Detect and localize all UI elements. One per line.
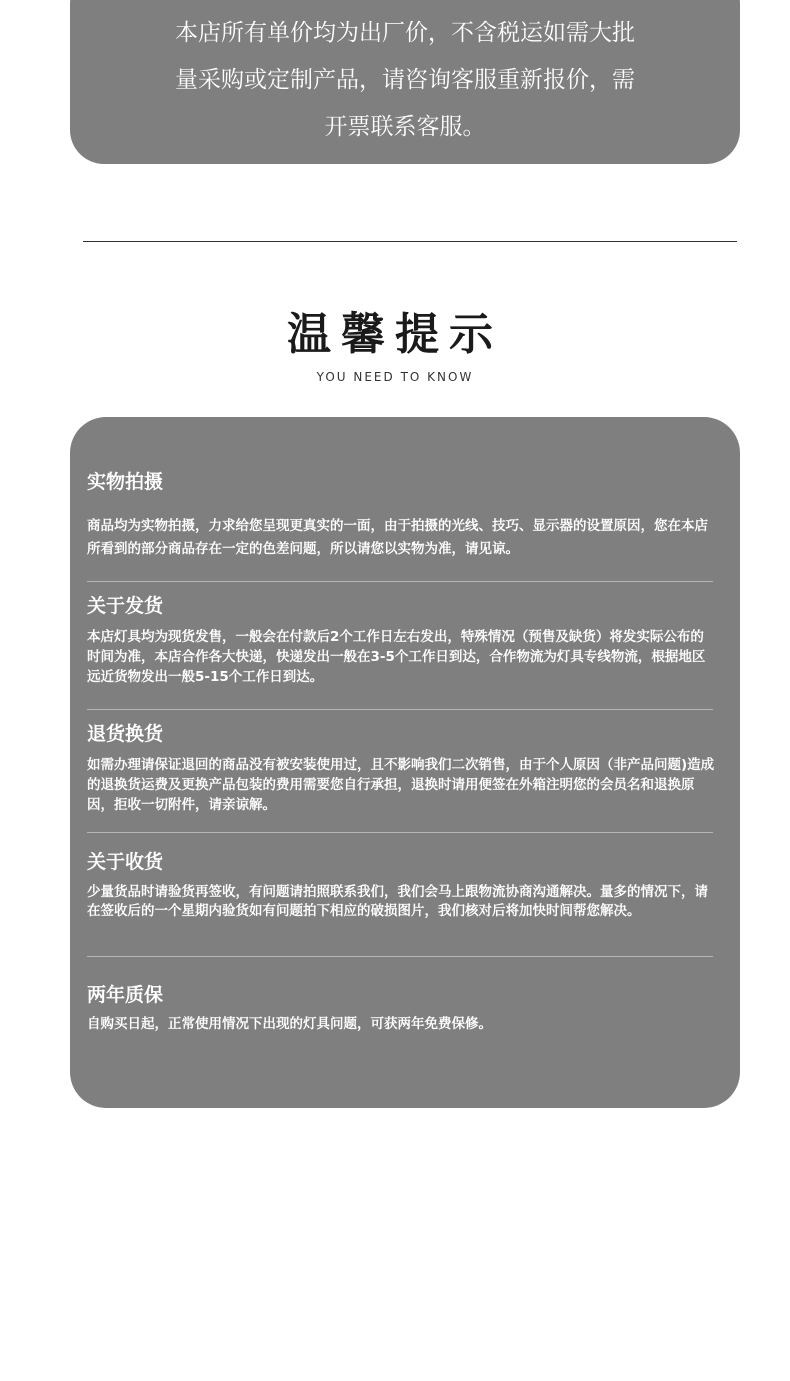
divider: [87, 709, 713, 710]
notice-line: 开票联系客服。: [324, 114, 486, 140]
tip-section-shipping: [87, 593, 717, 687]
divider: [87, 581, 713, 582]
page-subtitle: YOU NEED TO KNOW: [316, 370, 474, 384]
section-heading: 退货换货: [87, 723, 164, 745]
tip-section-photos: [87, 469, 717, 561]
section-heading: 关于发货: [87, 595, 164, 617]
section-body: 自购买日起，正常使用情况下出现的灯具问题，可获两年免费保修。: [87, 1016, 492, 1032]
tips-card: [70, 417, 740, 1108]
divider: [87, 956, 713, 957]
notice-line: 本店所有单价均为出厂价，不含税运如需大批: [175, 20, 635, 46]
tip-section-receiving: [87, 849, 717, 921]
divider: [87, 832, 713, 833]
page-title: 温馨提示: [287, 309, 503, 360]
section-divider-rule: [83, 241, 737, 242]
section-body: 本店灯具均为现货发售，一般会在付款后2个工作日左右发出，特殊情况（预售及缺货）将发实际公布的时间为准，本店合作各大快递，快递发出一般在3-5个工作日到达，合作物流为灯具专线物流，根据地区远近货物发出一般5-15个工作日到达。: [87, 629, 706, 685]
tip-section-returns: [87, 721, 717, 815]
section-heading: 两年质保: [87, 984, 164, 1006]
section-heading: 关于收货: [87, 851, 164, 873]
section-body: 商品均为实物拍摄，力求给您呈现更真实的一面，由于拍摄的光线、技巧、显示器的设置原因，您在本店所看到的部分商品存在一定的色差问题，所以请您以实物为准，请见谅。: [87, 518, 708, 557]
section-body: 如需办理请保证退回的商品没有被安装使用过，且不影响我们二次销售，由于个人原因（非产品问题)造成的退换货运费及更换产品包装的费用需要您自行承担，退换时请用便签在外箱注明您的会员名和退换原因，拒收一切附件，请亲谅解。: [87, 757, 715, 813]
section-heading: 实物拍摄: [87, 471, 164, 493]
pricing-notice-text: [70, 10, 740, 151]
section-body: 少量货品时请验货再签收，有问题请拍照联系我们，我们会马上跟物流协商沟通解决。量多的情况下，请在签收后的一个星期内验货如有问题拍下相应的破损图片，我们核对后将加快时间帮您解决。: [87, 884, 708, 919]
notice-line: 量采购或定制产品，请咨询客服重新报价，需: [175, 67, 635, 93]
tip-section-warranty: [87, 982, 717, 1034]
